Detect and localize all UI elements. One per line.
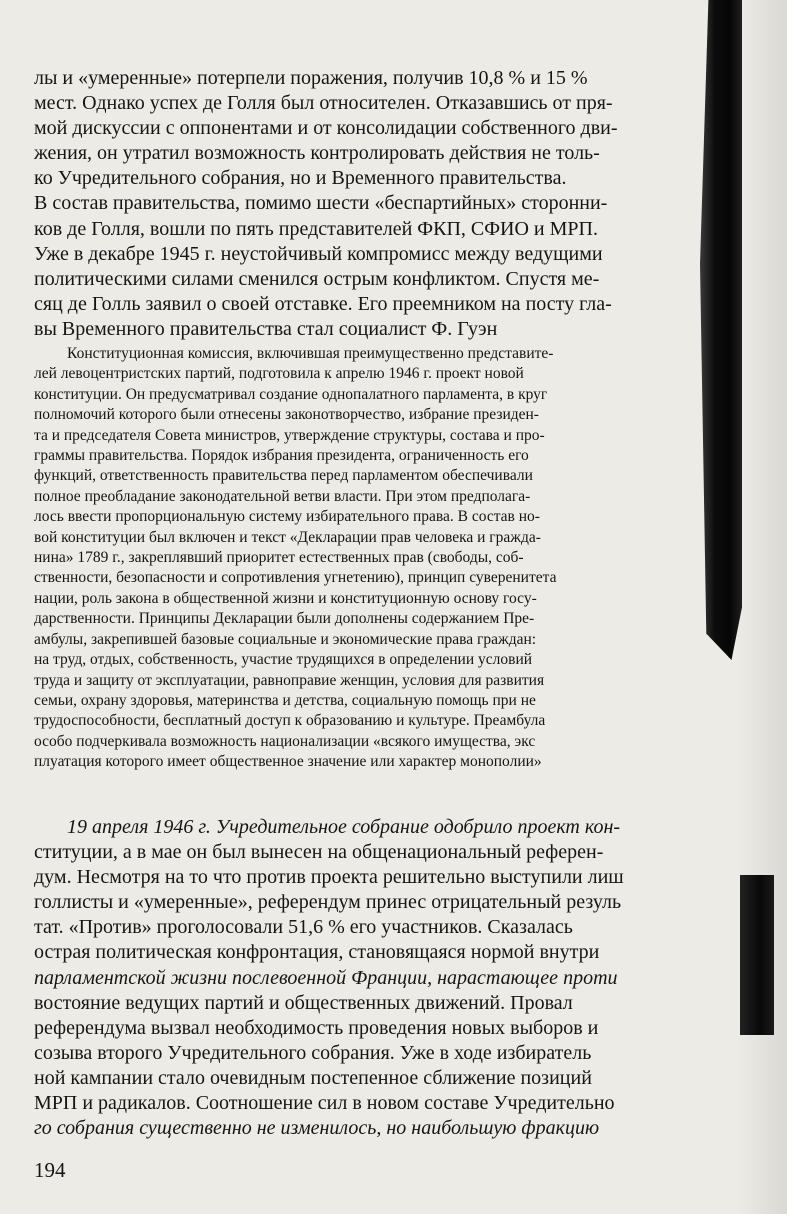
paragraph-3 bbox=[34, 815, 702, 1141]
text-line: лы и «умеренные» потерпели поражения, получив 10,8 % и 15 % bbox=[34, 67, 588, 89]
text-line: острая политическая конфронтация, становящаяся нормой внутри bbox=[34, 941, 600, 964]
text-line: политическими силами сменился острым конфликтом. Спустя ме- bbox=[34, 267, 600, 290]
text-line: востояние ведущих партий и общественных движений. Провал bbox=[34, 991, 573, 1014]
text-line: особо подчеркивала возможность национализации «всякого имущества, экс bbox=[34, 732, 536, 750]
text-line: мой дискуссии с оппонентами и от консолидации собственного дви- bbox=[34, 117, 618, 140]
text-line: ной кампании стало очевидным постепенное сближение позиций bbox=[34, 1066, 592, 1089]
text-line: мест. Однако успех де Голля был относителен. Отказавшись от пря- bbox=[34, 92, 613, 115]
text-line: ституции, а в мае он был вынесен на общенациональный референ- bbox=[34, 841, 604, 864]
text-line: тат. «Против» проголосовали 51,6 % его участников. Сказалась bbox=[34, 916, 573, 939]
text-line: дарственности. Принципы Декларации были дополнены содержанием Пре- bbox=[34, 610, 535, 628]
text-line: сяц де Голль заявил о своей отставке. Его преемником на посту гла- bbox=[34, 292, 612, 315]
text-line: вы Временного правительства стал социалист Ф. Гуэн bbox=[34, 317, 498, 340]
text-line: голлисты и «умеренные», референдум принес отрицательный резуль bbox=[34, 891, 622, 914]
scan-binding-shadow-top bbox=[700, 0, 742, 660]
text-line: ственности, безопасности и сопротивления угнетению), принцип суверенитета bbox=[34, 569, 557, 587]
text-line: лей левоцентристских партий, подготовила к апрелю 1946 г. проект новой bbox=[34, 365, 524, 383]
text-line: Уже в декабре 1945 г. неустойчивый компромисс между ведущими bbox=[34, 242, 603, 265]
text-line: 19 апреля 1946 г. Учредительное собрание одобрило проект кон- bbox=[67, 816, 621, 838]
text-line: жения, он утратил возможность контролировать действия не толь- bbox=[34, 142, 600, 165]
text-line: лось ввести пропорциональную систему избирательного права. В состав но- bbox=[34, 508, 540, 526]
text-line: вой конституции был включен и текст «Декларации прав человека и гражда- bbox=[34, 528, 541, 546]
text-line: труда и защиту от эксплуатации, равноправие женщин, условия для развития bbox=[34, 671, 545, 689]
text-line: парламентской жизни послевоенной Франции, нарастающее проти bbox=[34, 966, 618, 989]
text-line: го собрания существенно не изменилось, но наибольшую фракцию bbox=[34, 1117, 600, 1140]
text-line: ко Учредительного собрания, но и Временного правительства. bbox=[34, 167, 567, 190]
text-line: та и председателя Совета министров, утверждение структуры, состава и про- bbox=[34, 426, 545, 444]
text-line: полномочий которого были отнесены законотворчество, избрание президен- bbox=[34, 406, 539, 424]
text-line: полное преобладание законодательной ветви власти. При этом предполага- bbox=[34, 487, 531, 505]
scan-binding-shadow-bottom bbox=[740, 875, 774, 1035]
text-line: МРП и радикалов. Соотношение сил в новом составе Учредительно bbox=[34, 1092, 615, 1115]
text-line: В состав правительства, помимо шести «беспартийных» сторонни- bbox=[34, 192, 608, 215]
text-line: функций, ответственность правительства перед парламентом обеспечивали bbox=[34, 467, 533, 485]
text-line: на труд, отдых, собственность, участие трудящихся в определении условий bbox=[34, 651, 533, 669]
paragraph-1 bbox=[34, 66, 702, 342]
text-line: нина» 1789 г., закреплявший приоритет естественных прав (свободы, соб- bbox=[34, 549, 524, 567]
text-line: дум. Несмотря на то что против проекта решительно выступили лиш bbox=[34, 866, 624, 889]
text-line: нации, роль закона в общественной жизни и конституционную основу госу- bbox=[34, 589, 537, 607]
text-line: трудоспособности, бесплатный доступ к образованию и культуре. Преамбула bbox=[34, 712, 546, 730]
paragraph-2 bbox=[34, 344, 702, 773]
page-number: 194 bbox=[34, 1158, 66, 1182]
text-line: граммы правительства. Порядок избрания президента, ограниченность его bbox=[34, 447, 529, 465]
text-line: референдума вызвал необходимость проведения новых выборов и bbox=[34, 1016, 599, 1039]
text-line: конституции. Он предусматривал создание однопалатного парламента, в круг bbox=[34, 385, 548, 403]
text-line: плуатация которого имеет общественное значение или характер монополии» bbox=[34, 753, 542, 771]
text-line: ков де Голля, вошли по пять представителей ФКП, СФИО и МРП. bbox=[34, 217, 598, 240]
text-line: Конституционная комиссия, включившая преимущественно представите- bbox=[67, 345, 554, 362]
text-line: амбулы, закрепившей базовые социальные и экономические права граждан: bbox=[34, 630, 537, 648]
text-line: созыва второго Учредительного собрания. Уже в ходе избиратель bbox=[34, 1041, 592, 1064]
text-line: семьи, охрану здоровья, материнства и детства, социальную помощь при не bbox=[34, 691, 536, 709]
